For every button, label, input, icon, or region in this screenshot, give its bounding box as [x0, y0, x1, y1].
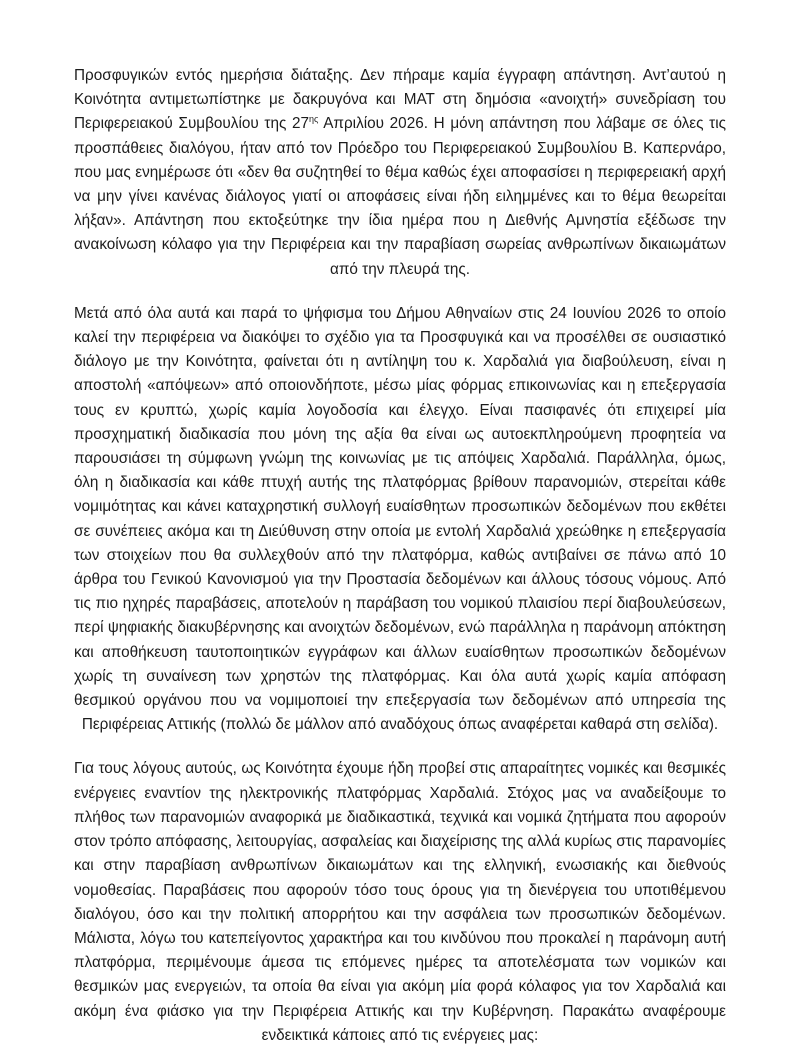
- ordinal-suffix: ης: [309, 114, 319, 125]
- paragraph-2: Μετά από όλα αυτά και παρά το ψήφισμα του Δήμου Αθηναίων στις 24 Ιουνίου 2026 το οποίο καλεί την περιφέρεια να διακόψει το σχέδιο για τα Προσφυγικά και να προσέλθει σε ουσιαστικό διάλογο με την Κοινότητα, φαίνεται ότι η αντίληψη του κ. Χαρδαλιά για διαβούλευση, είναι η αποστολή «απόψεων» από οποιονδήποτε, μέσω μίας φόρμας επικοινωνίας και η επεξεργασία τους εν κρυπτώ, χωρίς καμία λογοδοσία και έλεγχο. Είναι πασιφανές ότι επιχειρεί μία προσχηματική διαδικασία που μόνη της αξία θα είναι ως αυτοεκπληρούμενη προφητεία να παρουσιάσει τη σύμφωνη γνώμη της κοινωνίας με τις απόψεις Χαρδαλιά. Παράλληλα, όμως, όλη η διαδικασία και κάθε πτυχή αυτής της πλατφόρμας βρίθουν παρανομιών, στερείται κάθε νομιμότητας και κάνει καταχρηστική συλλογή ευαίσθητων προσωπικών δεδομένων που εκθέτει σε συνέπειες ακόμα και τη Διεύθυνση στην οποία με εντολή Χαρδαλιά χρεώθηκε η επεξεργασία των στοιχείων που θα συλλεχθούν από την πλατφόρμα, καθώς αντιβαίνει σε πάνω από 10 άρθρα του Γενικού Κανονισμού για την Προστασία δεδομένων και άλλους τόσους νόμους. Από τις πιο ηχηρές παραβάσεις, αποτελούν η παράβαση του νομικού πλαισίου περί διαβουλεύσεων, περί ψηφιακής διακυβέρνησης και ανοιχτών δεδομένων, ενώ παράλληλα η παράνομη απόκτηση και αποθήκευση ταυτοποιητικών εγγράφων και άλλων ευαίσθητων προσωπικών δεδομένων χωρίς τη συναίνεση των χρηστών της πλατφόρμας. Και όλα αυτά χωρίς καμία απόφαση θεσμικού οργάνου που να νομιμοποιεί την επεξεργασία των δεδομένων από υπηρεσία της Περιφέρειας Αττικής (πολλώ δε μάλλον από αναδόχους όπως αναφέρεται καθαρά στη σελίδα).: [74, 304, 726, 734]
- paragraph-1-text-b: Απριλίου 2026. Η μόνη απάντηση που λάβαμε σε όλες τις προσπάθειες διαλόγου, ήταν από τον Πρόεδρο του Περιφερειακού Συμβουλίου Β. Καπερνάρο, που μας ενημέρωσε ότι «δεν θα συζητηθεί το θέμα καθώς έχει αποφασίσει η περιφερειακή αρχή να μην γίνει κανένας διάλογος γιατί οι αποφάσεις είναι ήδη ειλημμένες και το θέμα θεωρείται λήξαν». Απάντηση που εκτοξεύτηκε την ίδια ημέρα που η Διεθνής Αμνηστία εξέδωσε την ανακοίνωση κόλαφο για την Περιφέρεια και την παραβίαση σωρείας ανθρωπίνων δικαιωμάτων από την πλευρά της.: [74, 115, 726, 278]
- paragraph-3: Για τους λόγους αυτούς, ως Κοινότητα έχουμε ήδη προβεί στις απαραίτητες νομικές και θεσμικές ενέργειες εναντίον της ηλεκτρονικής πλατφόρμας Χαρδαλιά. Στόχος μας να αναδείξουμε το πλήθος των παρανομιών αναφορικά με διαδικαστικά, τεχνικά και νομικά ζητήματα που αφορούν στον τρόπο απόφασης, λειτουργίας, ασφαλείας και διαχείρισης της αλλά κυρίως στις παρανομίες και στην παραβίαση ανθρωπίνων δικαιωμάτων και της ελληνική, ενωσιακής και διεθνούς νομοθεσίας. Παραβάσεις που αφορούν τόσο τους όρους για τη διενέργεια του υποτιθέμενου διαλόγου, όσο και την πολιτική απορρήτου και την ασφάλεια των προσωπικών δεδομένων. Μάλιστα, λόγω του κατεπείγοντος χαρακτήρα και του κινδύνου που προκαλεί η παράνομη αυτή πλατφόρμα, περιμένουμε άμεσα τις επόμενες ημέρες τα αποτελέσματα των νομικών και θεσμικών μας ενεργειών, τα οποία θα είναι για ακόμη μία φορά κόλαφος για τον Χαρδαλιά και ακόμη ένα φιάσκο για την Περιφέρεια Αττικής και την Κυβέρνηση. Παρακάτω αναφέρουμε ενδεικτικά κάποιες από τις ενέργειες μας:: [74, 760, 726, 1044]
- paragraph-1: [74, 64, 726, 282]
- paragraph-1-text-a: Προσφυγικών εντός ημερήσια διάταξης. Δεν πήραμε καμία έγγραφη απάντηση. Αντ’αυτού η Κοινότητα αντιμετωπίστηκε με δακρυγόνα και ΜΑΤ στη δημόσια «ανοιχτή» συνεδρίαση του Περιφερειακού Συμβουλίου της 27: [74, 67, 726, 133]
